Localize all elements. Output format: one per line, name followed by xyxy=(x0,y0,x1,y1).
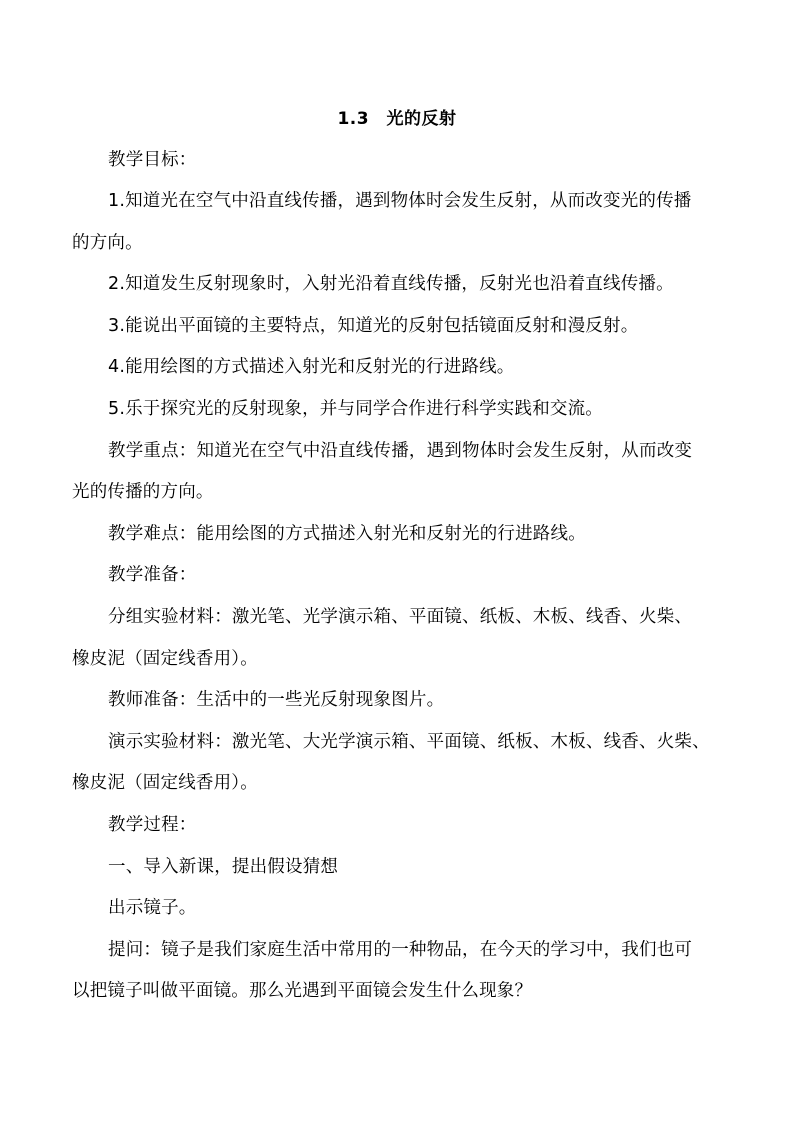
teacher-preparation: 教师准备：生活中的一些光反射现象图片。 xyxy=(108,690,445,710)
question-line-2: 以把镜子叫做平面镜。那么光遇到平面镜会发生什么现象？ xyxy=(72,981,533,1001)
show-mirror: 出示镜子。 xyxy=(108,898,197,918)
goal-1-line-1: 1.知道光在空气中沿直线传播，遇到物体时会发生反射，从而改变光的传播 xyxy=(108,191,692,211)
key-point-line-1: 教学重点：知道光在空气中沿直线传播，遇到物体时会发生反射，从而改变 xyxy=(108,441,693,461)
group-materials-line-1: 分组实验材料：激光笔、光学演示箱、平面镜、纸板、木板、线香、火柴、 xyxy=(108,607,693,627)
section-one-heading: 一、导入新课，提出假设猜想 xyxy=(108,857,339,877)
heading-teaching-goals: 教学目标： xyxy=(108,150,197,170)
goal-4: 4.能用绘图的方式描述入射光和反射光的行进路线。 xyxy=(108,357,515,377)
demo-materials-line-1: 演示实验材料：激光笔、大光学演示箱、平面镜、纸板、木板、线香、火柴、 xyxy=(108,732,710,752)
heading-preparation: 教学准备： xyxy=(108,565,197,585)
document-title: 1.3 光的反射 xyxy=(337,109,457,129)
key-point-line-2: 光的传播的方向。 xyxy=(72,482,214,502)
goal-2: 2.知道发生反射现象时，入射光沿着直线传播，反射光也沿着直线传播。 xyxy=(108,274,674,294)
goal-5: 5.乐于探究光的反射现象，并与同学合作进行科学实践和交流。 xyxy=(108,399,603,419)
heading-teaching-process: 教学过程： xyxy=(108,815,197,835)
group-materials-line-2: 橡皮泥（固定线香用）。 xyxy=(72,649,258,669)
goal-1-line-2: 的方向。 xyxy=(72,233,143,253)
goal-3: 3.能说出平面镜的主要特点，知道光的反射包括镜面反射和漫反射。 xyxy=(108,316,639,336)
difficult-point: 教学难点：能用绘图的方式描述入射光和反射光的行进路线。 xyxy=(108,524,586,544)
demo-materials-line-2: 橡皮泥（固定线香用）。 xyxy=(72,773,258,793)
question-line-1: 提问：镜子是我们家庭生活中常用的一种物品，在今天的学习中，我们也可 xyxy=(108,940,693,960)
